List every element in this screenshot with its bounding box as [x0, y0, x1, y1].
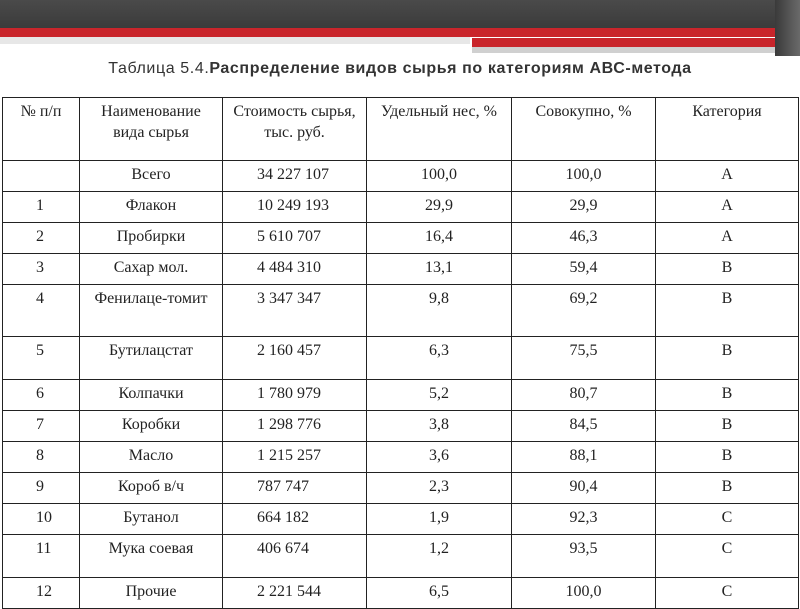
cell-category: В [656, 380, 799, 411]
cell-cost: 5 610 707 [223, 223, 367, 254]
cell-name: Коробки [80, 411, 223, 442]
cell-cost: 1 780 979 [223, 380, 367, 411]
table-row [3, 285, 799, 337]
cell-cost: 406 674 [223, 535, 367, 578]
cell-category: В [656, 285, 799, 337]
cell-share: 3,8 [367, 411, 512, 442]
cell-category: В [656, 411, 799, 442]
table-row [3, 411, 799, 442]
cell-number: 7 [3, 411, 80, 442]
cell-share: 6,3 [367, 337, 512, 380]
table-row [3, 473, 799, 504]
table-row [3, 578, 799, 609]
cell-cumulative: 80,7 [512, 380, 656, 411]
cell-category: С [656, 504, 799, 535]
cell-category: С [656, 578, 799, 609]
cell-share: 13,1 [367, 254, 512, 285]
cell-number: 4 [3, 285, 80, 337]
table-row [3, 254, 799, 285]
cell-name: Сахар мол. [80, 254, 223, 285]
table-title [0, 60, 800, 78]
cell-cost: 1 215 257 [223, 442, 367, 473]
cell-name: Колпачки [80, 380, 223, 411]
cell-cumulative: 75,5 [512, 337, 656, 380]
cell-number: 5 [3, 337, 80, 380]
cell-category: В [656, 254, 799, 285]
table-row [3, 380, 799, 411]
cell-cost: 10 249 193 [223, 192, 367, 223]
cell-share: 6,5 [367, 578, 512, 609]
cell-cumulative: 84,5 [512, 411, 656, 442]
cell-category: В [656, 473, 799, 504]
cell-number: 12 [3, 578, 80, 609]
cell-number: 10 [3, 504, 80, 535]
cell-share: 3,6 [367, 442, 512, 473]
cell-name: Всего [80, 161, 223, 192]
table-row [3, 442, 799, 473]
cell-category: А [656, 192, 799, 223]
cell-number: 6 [3, 380, 80, 411]
cell-name: Бутилацстат [80, 337, 223, 380]
abc-distribution-table [2, 97, 799, 609]
table-row [3, 161, 799, 192]
cell-cost: 1 298 776 [223, 411, 367, 442]
cell-share: 9,8 [367, 285, 512, 337]
cell-cumulative: 100,0 [512, 578, 656, 609]
cell-cumulative: 29,9 [512, 192, 656, 223]
cell-category: В [656, 337, 799, 380]
cell-cost: 2 221 544 [223, 578, 367, 609]
table-title-text: Распределение видов сырья по категориям АВС-метода [209, 60, 692, 77]
cell-share: 100,0 [367, 161, 512, 192]
cell-cost: 4 484 310 [223, 254, 367, 285]
cell-name: Мука соевая [80, 535, 223, 578]
header-share: Удельный нес, % [367, 98, 512, 161]
cell-cumulative: 46,3 [512, 223, 656, 254]
table-row [3, 337, 799, 380]
cell-name: Флакон [80, 192, 223, 223]
cell-name: Короб в/ч [80, 473, 223, 504]
header-accent-grey-right [472, 47, 800, 53]
cell-cumulative: 92,3 [512, 504, 656, 535]
cell-name: Фенилаце-томит [80, 285, 223, 337]
table-row [3, 192, 799, 223]
cell-category: В [656, 442, 799, 473]
cell-category: С [656, 535, 799, 578]
cell-number: 2 [3, 223, 80, 254]
cell-number: 3 [3, 254, 80, 285]
header-right-panel [775, 0, 800, 56]
header-category: Категория [656, 98, 799, 161]
cell-name: Бутанол [80, 504, 223, 535]
cell-number [3, 161, 80, 192]
cell-share: 16,4 [367, 223, 512, 254]
cell-share: 2,3 [367, 473, 512, 504]
table-row [3, 504, 799, 535]
header-accent-light [0, 37, 470, 44]
cell-category: А [656, 223, 799, 254]
cell-share: 29,9 [367, 192, 512, 223]
cell-cumulative: 93,5 [512, 535, 656, 578]
table-header-row [3, 98, 799, 161]
cell-share: 1,9 [367, 504, 512, 535]
cell-number: 11 [3, 535, 80, 578]
cell-cost: 787 747 [223, 473, 367, 504]
cell-category: А [656, 161, 799, 192]
cell-share: 5,2 [367, 380, 512, 411]
cell-name: Пробирки [80, 223, 223, 254]
slide-header-band [0, 0, 800, 28]
cell-cumulative: 69,2 [512, 285, 656, 337]
cell-cost: 2 160 457 [223, 337, 367, 380]
cell-cumulative: 90,4 [512, 473, 656, 504]
cell-number: 8 [3, 442, 80, 473]
cell-share: 1,2 [367, 535, 512, 578]
cell-cost: 664 182 [223, 504, 367, 535]
header-cumulative: Совокупно, % [512, 98, 656, 161]
header-accent-red [0, 28, 800, 37]
table-title-number: Таблица 5.4. [108, 60, 210, 77]
cell-name: Прочие [80, 578, 223, 609]
cell-name: Масло [80, 442, 223, 473]
header-accent-red-right [472, 38, 800, 47]
cell-cumulative: 59,4 [512, 254, 656, 285]
cell-number: 1 [3, 192, 80, 223]
table-row [3, 535, 799, 578]
cell-cumulative: 100,0 [512, 161, 656, 192]
table-row [3, 223, 799, 254]
cell-cost: 34 227 107 [223, 161, 367, 192]
cell-number: 9 [3, 473, 80, 504]
cell-cost: 3 347 347 [223, 285, 367, 337]
header-material-name: Наименование вида сырья [80, 98, 223, 161]
cell-cumulative: 88,1 [512, 442, 656, 473]
header-row-number: № п/п [3, 98, 80, 161]
header-cost: Стоимость сырья, тыс. руб. [223, 98, 367, 161]
